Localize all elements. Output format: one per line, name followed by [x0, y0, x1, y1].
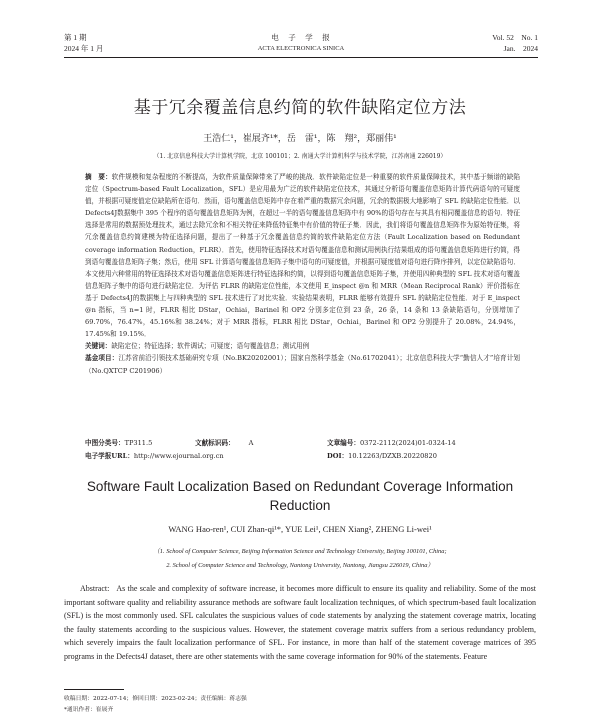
funding-cn-label: 基金项目：	[85, 354, 119, 363]
funding-cn	[85, 352, 520, 376]
affiliations-cn: （1. 北京信息科技大学计算机学院，北京 100101；2. 南通大学计算机科学与技术学院，江苏南通 226019）	[153, 153, 447, 160]
doi-value[interactable]: 10.12263/DZXB.20220820	[348, 452, 437, 460]
abstract-cn	[85, 171, 520, 340]
issue-number: 第 1 期	[64, 33, 87, 42]
header-right	[492, 32, 538, 54]
affiliation-en-1: （1. School of Computer Science, Beijing Information Science and Technology University, Beijing 100101, China;	[153, 548, 447, 555]
doi	[327, 450, 437, 462]
footnote-rule	[64, 689, 124, 690]
authors-en: WANG Hao-ren¹, CUI Zhan-qi¹*, YUE Lei¹, CHEN Xiang², ZHENG Li-wei¹	[168, 524, 432, 534]
abstract-cn-label: 摘 要：	[85, 173, 112, 181]
journal-name-en: ACTA ELECTRONICA SINICA	[257, 45, 345, 52]
article-number-value: 0372-2112(2024)01-0324-14	[359, 439, 456, 447]
document-code	[195, 437, 253, 449]
doi-label: DOI：	[327, 452, 349, 460]
clc-label: 中图分类号：	[85, 439, 125, 447]
journal-url-label: 电子学报URL：	[85, 452, 134, 460]
journal-name-cn: 电 子 学 报	[271, 33, 331, 42]
title-en: Software Fault Localization Based on Redundant Coverage Information Reduction	[86, 479, 514, 513]
journal-url	[85, 450, 224, 462]
abstract-en-text: As the scale and complexity of software increase, it becomes more difficult to ensure its quality and reliability. Some of the most important software quality and reliability assurance methods are software fault localization techniques, of which spectrum-based fault localization (SFL) is the most commonly used. SFL calculates the suspicious values of code statements by analyzing the statement coverage matrix, locating the faulty statements according to the suspicious values. However, the statement coverage matrix suffers from a serious redundancy problem, which severely impairs the fault localization performance of SFL. For instance, in more than half of the statement coverage matrices of 395 programs in the Defects4J dataset, there are other statements with the same coverage information for 90% of the statements. Feature	[64, 584, 536, 661]
document-code-value: A	[248, 439, 254, 447]
abstract-en	[64, 582, 536, 664]
authors-cn: 王浩仁¹，崔展齐¹*，岳 雷¹，陈 翔²，郑丽伟¹	[203, 134, 397, 144]
keywords-cn-label: 关键词：	[85, 342, 112, 351]
clc-value: TP311.5	[124, 439, 153, 447]
keywords-cn	[85, 340, 520, 352]
volume-number: Vol. 52 No. 1	[492, 33, 538, 42]
issue-date-en: Jan. 2024	[503, 44, 538, 53]
header-center	[64, 32, 538, 54]
running-header	[64, 32, 538, 56]
keywords-cn-text: 缺陷定位；特征选择；软件调试；可疑度；语句覆盖信息；测试用例	[111, 342, 310, 351]
article-number	[327, 437, 456, 449]
journal-url-value[interactable]: http://www.ejournal.org.cn	[133, 452, 224, 460]
issue-date-cn: 2024 年 1 月	[64, 44, 104, 53]
document-code-label: 文献标识码：	[195, 439, 235, 447]
article-number-label: 文章编号：	[327, 439, 360, 447]
funding-cn-text: 江苏省前沿引领技术基础研究专项（No.BK20202001）；国家自然科学基金（No.61702041）；北京信息科技大学“勤信人才”培育计划（No.QXTCP C201906）	[85, 354, 521, 375]
abstract-cn-text: 软件规模和复杂程度的不断提高，为软件质量保障带来了严峻的挑战．软件缺陷定位是一种重要的软件质量保障技术，其中基于频谱的缺陷定位（Spectrum-based Fault Localization，SFL）是应用最为广泛的软件缺陷定位技术，其通过分析语句覆盖信息矩阵计算代码语句的可疑度值，并根据可疑度值定位缺陷所在语句．然而，语句覆盖信息矩阵中存在着严重的数据冗余问题，冗余的数据极大地影响了 SFL 的缺陷定位性能．以Defects4J数据集中 395 个程序的语句覆盖信息矩阵为例，在超过一半的语句覆盖信息矩阵中有 90%的语句存在与其具有相同覆盖信息的语句．特征选择是常用的数据预处理技术，通过去除冗余和不相关特征来降低特征集中有价值的特征子集．因此，我们将语句覆盖信息矩阵作为原始特征集，将冗余覆盖信息约简建模为特征选择问题，提出了一种基于冗余覆盖信息约简的软件缺陷定位方法（Fault Localization based on Redundant coverage information Reduction，FLRR）．首先，使用特征选择技术对语句覆盖信息和测试用例执行结果组成的语句覆盖信息矩阵进行约简，得到语句覆盖信息矩阵子集；然后，使用 SFL 计算语句覆盖信息矩阵子集中语句的可疑度值，并根据可疑度值对语句进行降序排列，以定位缺陷语句．本文使用六种常用的特征选择技术对语句覆盖信息矩阵进行特征选择和约简，以得到语句覆盖信息矩阵子集，并使用四种典型的 SFL 技术对语句覆盖信息矩阵子集中的语句进行缺陷定位．为评估 FLRR 的缺陷定位性能，本文使用 E_inspect @n 和 MRR（Mean Reciprocal Rank）评价指标在基于 Defects4J的数据集上与四种典型的 SFL 技术进行了对比实验．实验结果表明，FLRR 能够有效提升 SFL 的缺陷定位性能．对于 E_inspect @n 指标，当 n=1 时，FLRR 相比 DStar，Ochiai，Barinel 和 OP2 分别多定位到 23 条，26 条，14 条和 13 条缺陷语句，分别增加了 69.70%，76.47%，45.16%和 38.24%；对于 MRR 指标，FLRR 相比 DStar，Ochiai，Barinel 和 OP2 分别提升了 20.08%，24.94%，17.45%和 19.15%．	[85, 173, 521, 339]
affiliation-en-2: 2. School of Computer Science and Technology, Nantong University, Nantong, Jiangsu 226019, China）	[166, 562, 434, 569]
clc-number	[85, 437, 152, 449]
abstract-en-label: Abstract:	[80, 584, 110, 593]
header-rule	[64, 57, 538, 58]
abstract-cn-block	[85, 171, 520, 377]
footnote-corresponding: *通讯作者：崔展齐	[64, 707, 114, 713]
footnote-dates: 收稿日期：2022-07-14；修回日期：2023-02-24；责任编辑：蒋志强	[64, 696, 247, 702]
title-cn: 基于冗余覆盖信息约简的软件缺陷定位方法	[133, 98, 467, 118]
